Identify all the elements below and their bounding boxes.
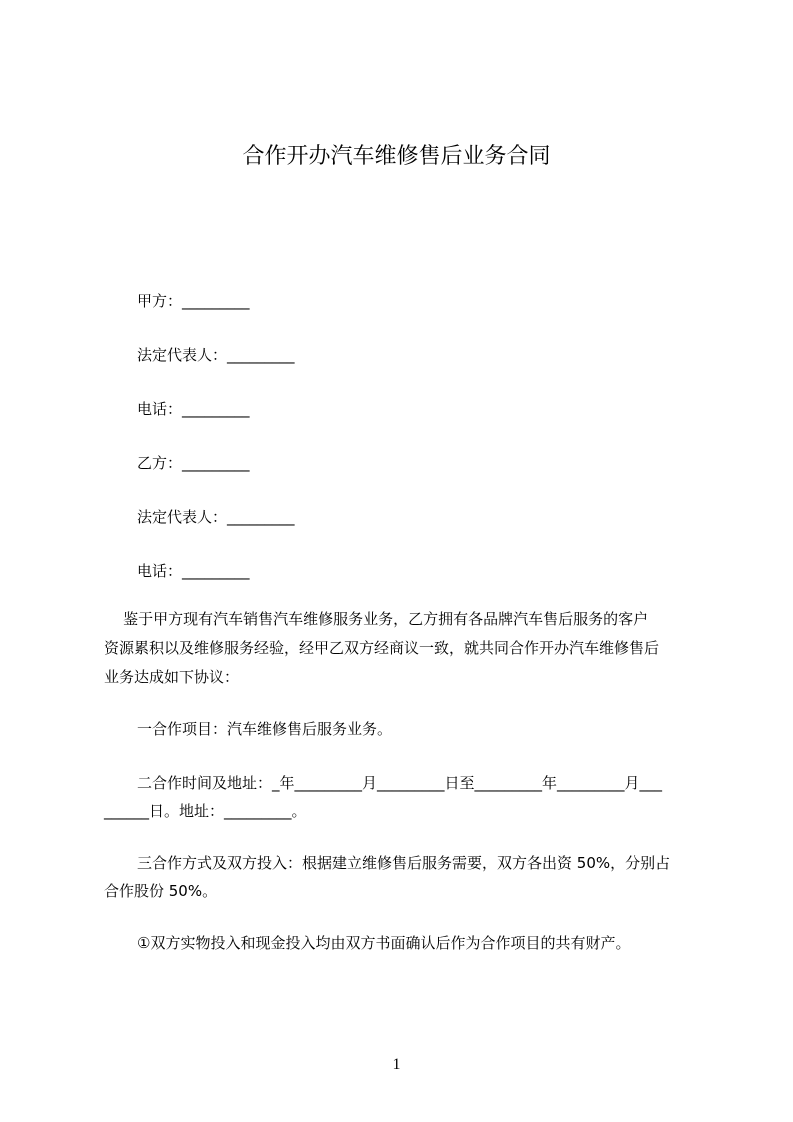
clause-2-line-1: 二合作时间及地址：_年_________月_________日至_________年_________月___ — [137, 774, 663, 792]
party-b-line: 乙方：_________ — [137, 454, 250, 472]
clause-3-line-2: 合作股份 50%。 — [104, 882, 218, 900]
preamble-line-3: 业务达成如下协议： — [104, 668, 240, 686]
party-a-line: 甲方：_________ — [137, 292, 250, 310]
party-a-phone-line: 电话：_________ — [137, 400, 250, 418]
document-title: 合作开办汽车维修售后业务合同 — [242, 144, 551, 169]
clause-1: 一合作项目：汽车维修售后服务业务。 — [137, 720, 393, 738]
clause-3-line-1: 三合作方式及双方投入：根据建立维修售后服务需要，双方各出资 50%，分别占 — [137, 854, 671, 872]
preamble-line-2: 资源累积以及维修服务经验，经甲乙双方经商议一致，就共同合作开办汽车维修售后 — [104, 639, 660, 657]
preamble-line-1: 鉴于甲方现有汽车销售汽车维修服务业务，乙方拥有各品牌汽车售后服务的客户 — [104, 610, 649, 628]
party-b-representative-line: 法定代表人：_________ — [137, 508, 295, 526]
page-number: 1 — [392, 1056, 401, 1073]
clause-2-line-2: ______日。地址：_________。 — [104, 802, 307, 820]
clause-3-item-1: ①双方实物投入和现金投入均由双方书面确认后作为合作项目的共有财产。 — [137, 934, 631, 952]
party-b-phone-line: 电话：_________ — [137, 562, 250, 580]
party-a-representative-line: 法定代表人：_________ — [137, 346, 295, 364]
